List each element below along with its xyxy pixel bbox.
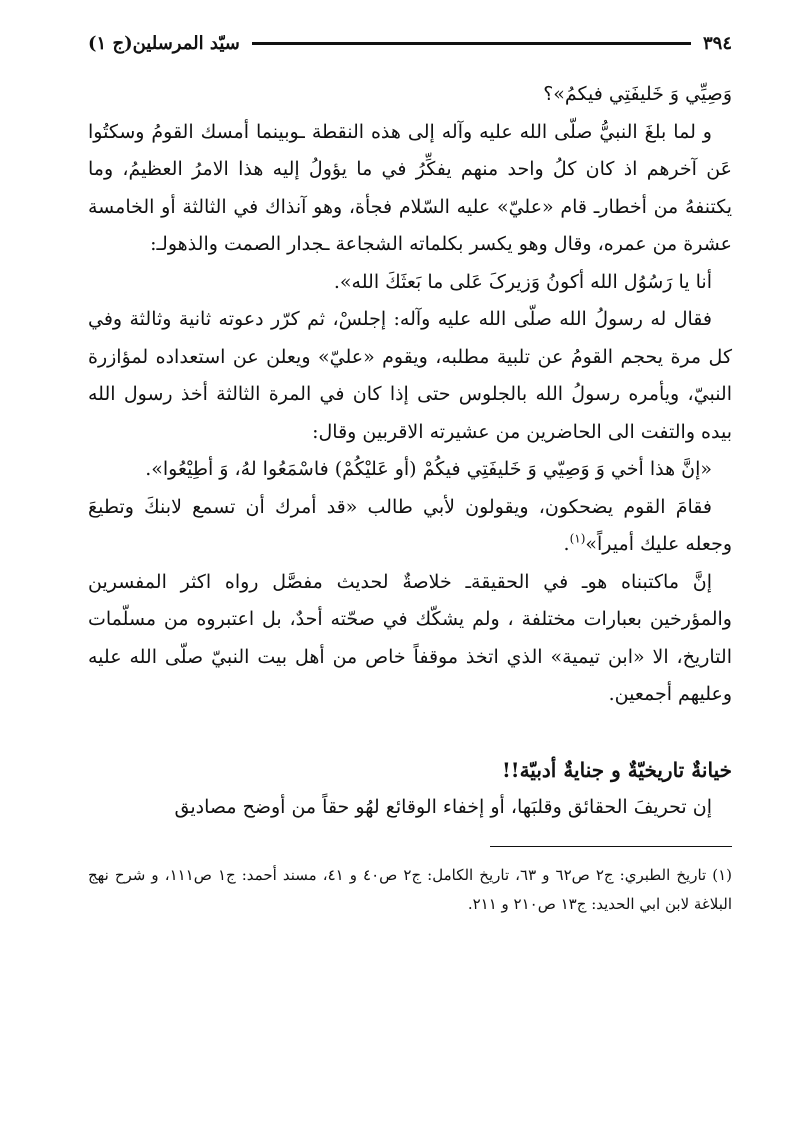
footnote: (١) تاريخ الطبري: ج٢ ص٦٢ و ٦٣، تاريخ الكامل: ج٢ ص٤٠ و ٤١، مسند أحمد: ج١ ص١١١، و شرح نهج البلاغة لابن ابي الحديد: ج١٣ ص٢١٠ و ٢١١. (88, 866, 733, 913)
body-text (88, 76, 732, 826)
paragraph-6-text: فقامَ القوم يضحكون، ويقولون لأبي طالب «قد أمرك أن تسمع لابنكَ وتطيعَ وجعله عليك أميراً» (88, 495, 732, 555)
section-heading: خيانةٌ تاريخيّةٌ و جنايةٌ أدبيّة!! (502, 757, 732, 782)
header-rule (252, 42, 691, 45)
running-title: سيّد المرسلين(ج ١) (88, 32, 240, 54)
footnote-separator (490, 846, 732, 847)
closing-paragraph: إن تحريفَ الحقائق وقلبَها، أو إخفاء الوقائع لهُو حقاً من أوضح مصاديق (174, 795, 712, 818)
book-page (88, 28, 732, 1118)
paragraph-7: إنَّ ماكتبناه هوـ في الحقيقةـ خلاصةٌ لحديث مفصَّل رواه اكثر المفسرين والمؤرخين بعبارات مختلفة ، ولم يشكّك في صحّته أحدٌ، بل اعتبروه من مسلّمات التاريخ، الا «ابن تيمية» الذي اتخذ موقفاً خاص من أهل بيت النبيّ صلّى الله عليه وعليهم أجمعين. (88, 570, 732, 705)
page-number: ٣٩٤ (702, 32, 732, 54)
footnote-separator-wrap (88, 826, 732, 847)
paragraph-6 (88, 489, 732, 564)
page-header (88, 28, 732, 58)
paragraph-3: أنا يا رَسُوُل الله أكونُ وَزيرکَ عَلى ما بَعثَكَ الله». (333, 270, 712, 293)
footnote-marker: (١) (569, 531, 586, 546)
paragraph-4: فقال له رسولُ الله صلّى الله عليه وآله: إجلسْ، ثم كرّر دعوته ثانية وثالثة وفي كل مرة يحجم القومُ عن تلبية مطلبه، ويقوم «عليّ» ويعلن عن استعداده لمؤازرة النبيّ، ويأمره رسولُ الله بالجلوس حتى إذا كان في المرة الثالثة أخذ رسول الله بيده والتفت الى الحاضرين من عشيرته الاقربين وقال: (88, 308, 732, 443)
paragraph-2: و لما بلغَ النبيُّ صلّى الله عليه وآله إلى هذه النقطة ـوبينما أمسك القومُ وسكتُوا عَن آخرهم اذ كان كلُ واحد منهم يفكِّرُ في ما يؤولُ إليه هذا الامرُ العظيمُ، وما يكتنفهُ من أخطارـ قام «عليّ» عليه السّلام فجأة، وهو آنذاك في الثالثة أو الخامسة عشرة من عمره، وقال وهو يكسر بكلماته الشجاعة ـجدار الصمت والذهولـ: (88, 120, 732, 255)
paragraph-1: وَصِيِّي وَ خَليفَتِي فيكمُ»؟ (543, 83, 732, 105)
sentence-end: . (563, 533, 570, 555)
paragraph-5: «إنَّ هذا أخي وَ وَصِيّي وَ خَليفَتِي فيكُمْ (أو عَليْكُمْ) فاسْمَعُوا لهُ، وَ أطِيْعُوا». (145, 458, 712, 480)
